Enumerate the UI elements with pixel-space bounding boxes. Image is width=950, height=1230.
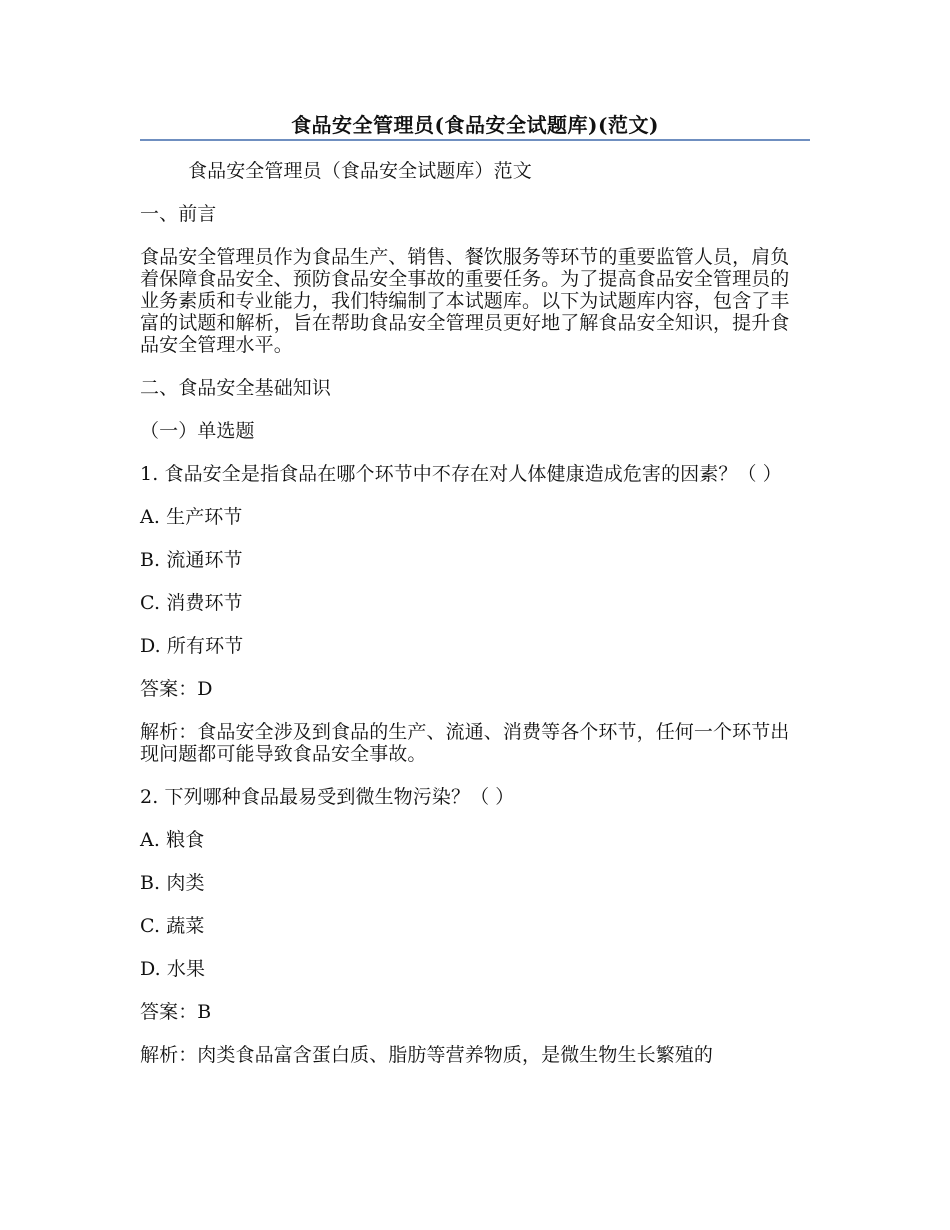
question-1-answer: 答案：D bbox=[140, 678, 213, 700]
section-heading-basics: 二、食品安全基础知识 bbox=[140, 377, 332, 399]
question-2: 2. 下列哪种食品最易受到微生物污染？（ ） bbox=[140, 786, 515, 808]
question-2-option-c: C. 蔬菜 bbox=[140, 915, 205, 937]
question-1-option-a: A. 生产环节 bbox=[140, 506, 243, 528]
question-2-option-a: A. 粮食 bbox=[140, 829, 205, 851]
question-1: 1. 食品安全是指食品在哪个环节中不存在对人体健康造成危害的因素？（ ） bbox=[140, 463, 782, 485]
document-title: 食品安全管理员(食品安全试题库)(范文) bbox=[291, 113, 659, 137]
subsection-heading-single-choice: （一）单选题 bbox=[140, 420, 255, 442]
question-2-answer: 答案：B bbox=[140, 1001, 212, 1023]
intro-paragraph: 食品安全管理员作为食品生产、销售、餐饮服务等环节的重要监管人员，肩负着保障食品安全、预防食品安全事故的重要任务。为了提高食品安全管理员的业务素质和专业能力，我们特编制了本试题库。以下为试题库内容，包含了丰富的试题和解析，旨在帮助食品安全管理员更好地了解食品安全知识，提升食品安全管理水平。 bbox=[140, 246, 790, 356]
question-2-option-d: D. 水果 bbox=[140, 958, 206, 980]
document-body bbox=[140, 160, 800, 1087]
title-underline bbox=[140, 139, 810, 141]
question-1-option-b: B. 流通环节 bbox=[140, 549, 243, 571]
question-1-analysis: 解析：食品安全涉及到食品的生产、流通、消费等各个环节，任何一个环节出现问题都可能导致食品安全事故。 bbox=[140, 721, 790, 765]
question-2-option-b: B. 肉类 bbox=[140, 872, 205, 894]
question-1-option-c: C. 消费环节 bbox=[140, 592, 243, 614]
document-subtitle: 食品安全管理员（食品安全试题库）范文 bbox=[188, 160, 532, 182]
question-2-analysis: 解析：肉类食品富含蛋白质、脂肪等营养物质，是微生物生长繁殖的 bbox=[140, 1044, 714, 1066]
section-heading-preface: 一、前言 bbox=[140, 203, 217, 225]
question-1-option-d: D. 所有环节 bbox=[140, 635, 244, 657]
